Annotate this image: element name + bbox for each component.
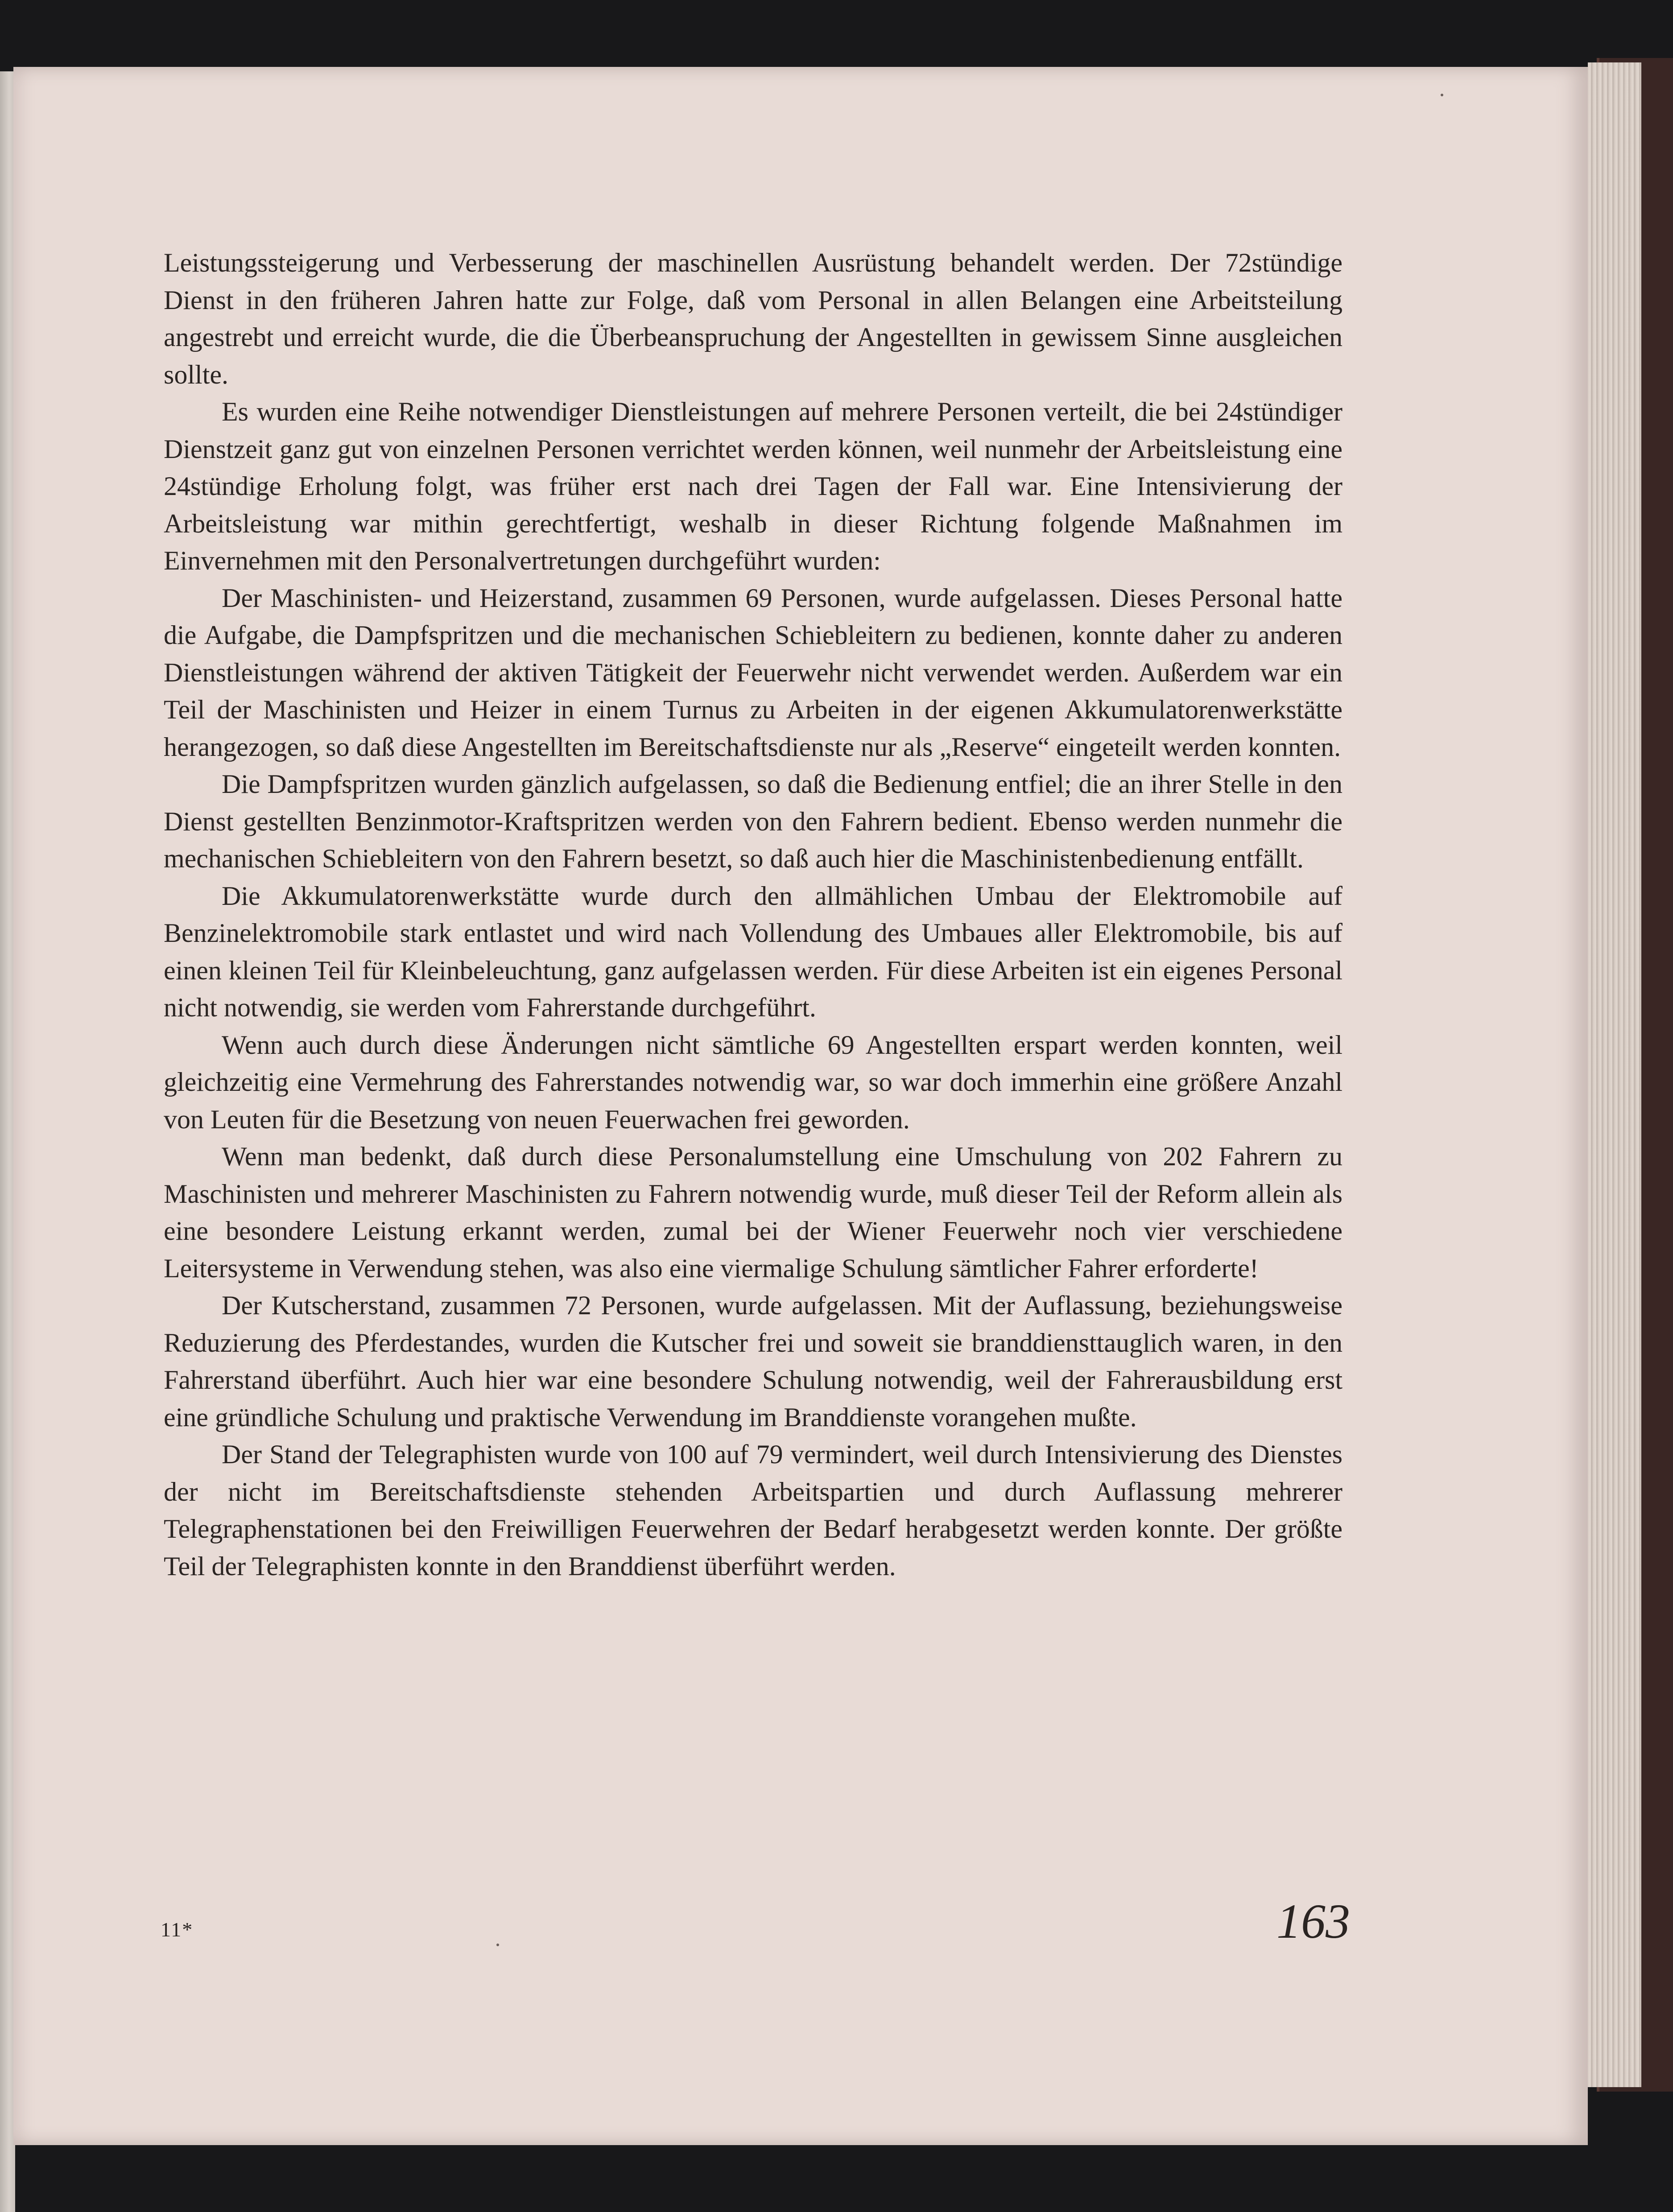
paper-speck (496, 1944, 499, 1946)
paragraph: Wenn auch durch diese Änderungen nicht sämtliche 69 Angestellten erspart werden konnten, weil gleichzeitig eine Vermehrung des Fahrerstandes notwendig war, so war doch immerhin eine größere Anzahl von Leuten für die Besetzung von neuen Feuerwachen frei geworden. (164, 1030, 1343, 1134)
facing-page-edge (0, 71, 15, 2212)
paragraph: Die Dampfspritzen wurden gänzlich aufgelassen, so daß die Bedienung entfiel; die an ihrer Stelle in den Dienst gestellten Benzinmotor-Kraftspritzen werden von den Fahrern bedient. Ebenso werden nunmehr die mechanischen Schiebleitern von den Fahrern besetzt, so daß auch hier die Maschinistenbedienung entfällt. (164, 769, 1343, 873)
signature-mark: 11* (161, 1918, 194, 1941)
page-stack-edge (1588, 62, 1641, 2087)
body-text (164, 244, 1343, 1585)
paper-speck (1441, 94, 1443, 96)
page-number: 163 (1276, 1894, 1350, 1948)
paragraph: Es wurden eine Reihe notwendiger Dienstleistungen auf mehrere Personen verteilt, die bei 24stündiger Dienstzeit ganz gut von einzelnen Personen verrichtet werden können, weil nunmehr der Arbeitsleistung eine 24stündige Erholung folgt, was früher erst nach drei Tagen der Fall war. Eine Intensivierung der Arbeitsleistung war mithin gerechtfertigt, weshalb in dieser Richtung folgende Maßnahmen im Einvernehmen mit den Personalvertretungen durchgeführt wurden: (164, 397, 1343, 575)
paragraph: Der Maschinisten- und Heizerstand, zusammen 69 Personen, wurde aufgelassen. Dieses Personal hatte die Aufgabe, die Dampfspritzen und die mechanischen Schiebleitern zu bedienen, konnte daher zu anderen Dienstleistungen während der aktiven Tätigkeit der Feuerwehr nicht verwendet werden. Außerdem war ein Teil der Maschinisten und Heizer in einem Turnus zu Arbeiten in der eigenen Akkumulatorenwerkstätte herangezogen, so daß diese Angestellten im Bereitschaftsdienste nur als „Reserve“ eingeteilt werden konnten. (164, 583, 1343, 762)
paragraph: Der Kutscherstand, zusammen 72 Personen, wurde aufgelassen. Mit der Auflassung, beziehungsweise Reduzierung des Pferdestandes, wurden die Kutscher frei und soweit sie branddiensttauglich waren, in den Fahrerstand überführt. Auch hier war eine besondere Schulung notwendig, weil der Fahrerausbildung erst eine gründliche Schulung und praktische Verwendung im Branddienste vorangehen mußte. (164, 1291, 1343, 1432)
paragraph: Wenn man bedenkt, daß durch diese Personalumstellung eine Umschulung von 202 Fahrern zu Maschinisten und mehrerer Maschinisten zu Fahrern notwendig wurde, muß dieser Teil der Reform allein als eine besondere Leistung erkannt werden, zumal bei der Wiener Feuerwehr noch vier verschiedene Leitersysteme in Verwendung stehen, was also eine viermalige Schulung sämtlicher Fahrer erforderte! (164, 1142, 1343, 1283)
paragraph: Leistungssteigerung und Verbesserung der maschinellen Ausrüstung behandelt werden. Der 72stündige Dienst in den früheren Jahren hatte zur Folge, daß vom Personal in allen Belangen eine Arbeitsteilung angestrebt und erreicht wurde, die die Überbeanspruchung der Angestellten in gewissem Sinne ausgleichen sollte. (164, 248, 1343, 389)
paragraph: Der Stand der Telegraphisten wurde von 100 auf 79 vermindert, weil durch Intensivierung des Dienstes der nicht im Bereitschaftsdienste stehenden Arbeitspartien und durch Auflassung mehrerer Telegraphenstationen bei den Freiwilligen Feuerwehren der Bedarf herabgesetzt werden konnte. Der größte Teil der Telegraphisten konnte in den Branddienst überführt werden. (164, 1440, 1343, 1581)
paragraph: Die Akkumulatorenwerkstätte wurde durch den allmählichen Umbau der Elektromobile auf Benzinelektromobile stark entlastet und wird nach Vollendung des Umbaues aller Elektromobile, bis auf einen kleinen Teil für Kleinbeleuchtung, ganz aufgelassen werden. Für diese Arbeiten ist ein eigenes Personal nicht notwendig, sie werden vom Fahrerstande durchgeführt. (164, 881, 1343, 1022)
